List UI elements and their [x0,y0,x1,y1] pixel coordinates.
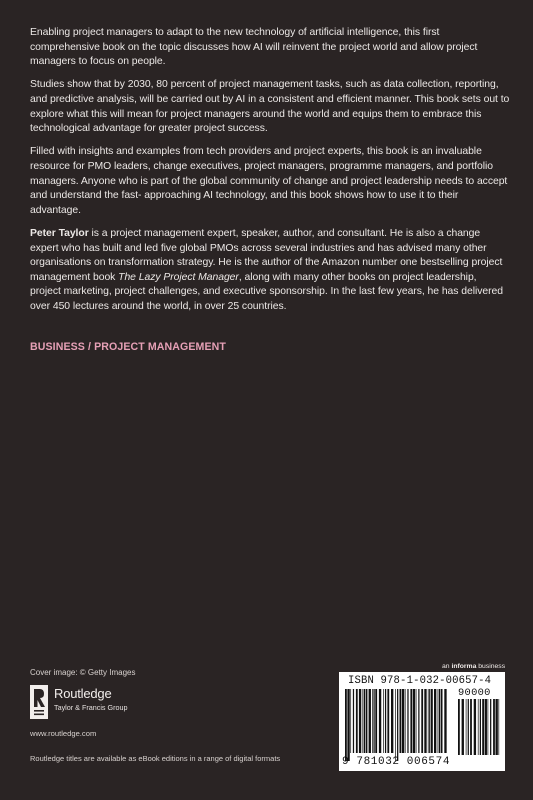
barcode-bar [410,689,412,753]
barcode-bar [372,689,373,753]
barcode-bar [373,689,374,753]
informa-suffix: business [476,663,506,670]
barcode-bar [466,699,467,755]
blurb-paragraph-2: Studies show that by 2030, 80 percent of project management tasks, such as data collection, reporting, and predictive analysis, will be carried out by AI in a consistent and efficient manner. This book sets out to explore what this will mean for project managers around the world and equips them to embrace this technological advantage for greater project success. [30,79,510,135]
ean-barcode-bars [345,689,449,761]
barcode-bar [379,689,381,753]
barcode-bar [402,689,404,753]
barcode-bar [395,689,396,761]
barcode-bar [438,689,439,753]
price-addon-code: 90000 [458,687,491,699]
book-title: The Lazy Project Manager [118,271,239,283]
barcode-bar [413,689,415,753]
barcode-bar [478,699,479,755]
blurb-paragraph-1: Enabling project managers to adapt to the new technology of artificial intelligence, this first comprehensive book on the topic discusses how AI will reinvent the project world and allow project managers to focus on people. [30,27,478,68]
barcode-bar [362,689,363,753]
barcode-bar [428,689,429,753]
barcode-bar [429,689,430,753]
barcode-bar [441,689,443,753]
isbn-barcode [339,672,505,771]
barcode-bar [400,689,402,753]
barcode-bar [356,689,358,753]
barcode-bar [416,689,417,753]
author-bio-part-1: is a project management expert, speaker, author, and consultant. He is also a change expert who has built and led five global PMOs across several industries and has advised many other organisations on transformation strategy. He is the author of the Amazon number one bestselling project management book [30,227,503,283]
barcode-bar [470,699,472,755]
barcode-bar [405,689,406,753]
barcode-bar [347,689,349,761]
barcode-digits: 9 781032 006574 [342,756,451,768]
barcode-bar [407,689,408,753]
barcode-bar [462,699,464,755]
barcode-bar [482,699,484,755]
routledge-logo-icon [30,685,48,719]
barcode-bar [397,689,398,761]
barcode-bar [431,689,433,753]
barcode-bar [345,689,347,761]
barcode-bar [424,689,426,753]
author-name: Peter Taylor [30,227,89,239]
barcode-bar [353,689,354,753]
barcode-bar [421,689,423,753]
publisher-group: Taylor & Francis Group [54,703,128,712]
author-bio [30,227,510,315]
barcode-bar [434,689,436,753]
barcode-bar [369,689,371,753]
publisher-logo [30,685,190,725]
barcode-bar [359,689,361,753]
barcode-bar [468,699,469,755]
publisher-name: Routledge [54,686,112,701]
barcode-bar [439,689,440,753]
subject-category: BUSINESS / PROJECT MANAGEMENT [30,341,226,353]
barcode-bar [364,689,365,753]
barcode-bar [366,689,368,753]
barcode-bar [387,689,389,753]
barcode-bar [485,699,487,755]
barcode-bar [391,689,393,753]
barcode-bar [444,689,446,753]
barcode-bar [480,699,481,755]
barcode-bar [488,699,489,755]
ebook-note: Routledge titles are available as eBook editions in a range of digital formats [30,754,281,763]
back-cover-text [30,26,510,323]
barcode-bar [474,699,476,755]
addon-barcode-bars [458,699,500,763]
cover-credit: Cover image: © Getty Images [30,668,136,677]
barcode-bar [383,689,384,753]
author-bio-part-2: , along with many other books on project leadership, project marketing, project challenges, and executive sponsorship. In the last few years, he has delivered over 450 lectures around the world, in over 25 countries. [30,271,503,312]
barcode-bar [490,699,491,755]
barcode-bar [418,689,419,753]
informa-business-label [442,663,505,670]
barcode-bar [458,699,460,755]
blurb-paragraph-3: Filled with insights and examples from tech providers and project experts, this book is an invaluable resource for PMO leaders, change executives, project managers, programme managers, and portfolio managers. Anyone who is part of the global community of change and project leadership needs to accept and understand the fast- approaching AI technology, and this book shows how to use it to their advantage. [30,146,508,216]
barcode-bar [498,699,499,755]
isbn-text: ISBN 978-1-032-00657-4 [348,675,492,687]
barcode-bar [493,699,495,755]
informa-prefix: an [442,663,452,670]
barcode-bar [375,689,377,753]
barcode-bar [385,689,386,753]
barcode-bar [350,689,351,753]
publisher-url: www.routledge.com [30,729,97,738]
barcode-bar [496,699,498,755]
informa-brand: informa [451,663,477,670]
